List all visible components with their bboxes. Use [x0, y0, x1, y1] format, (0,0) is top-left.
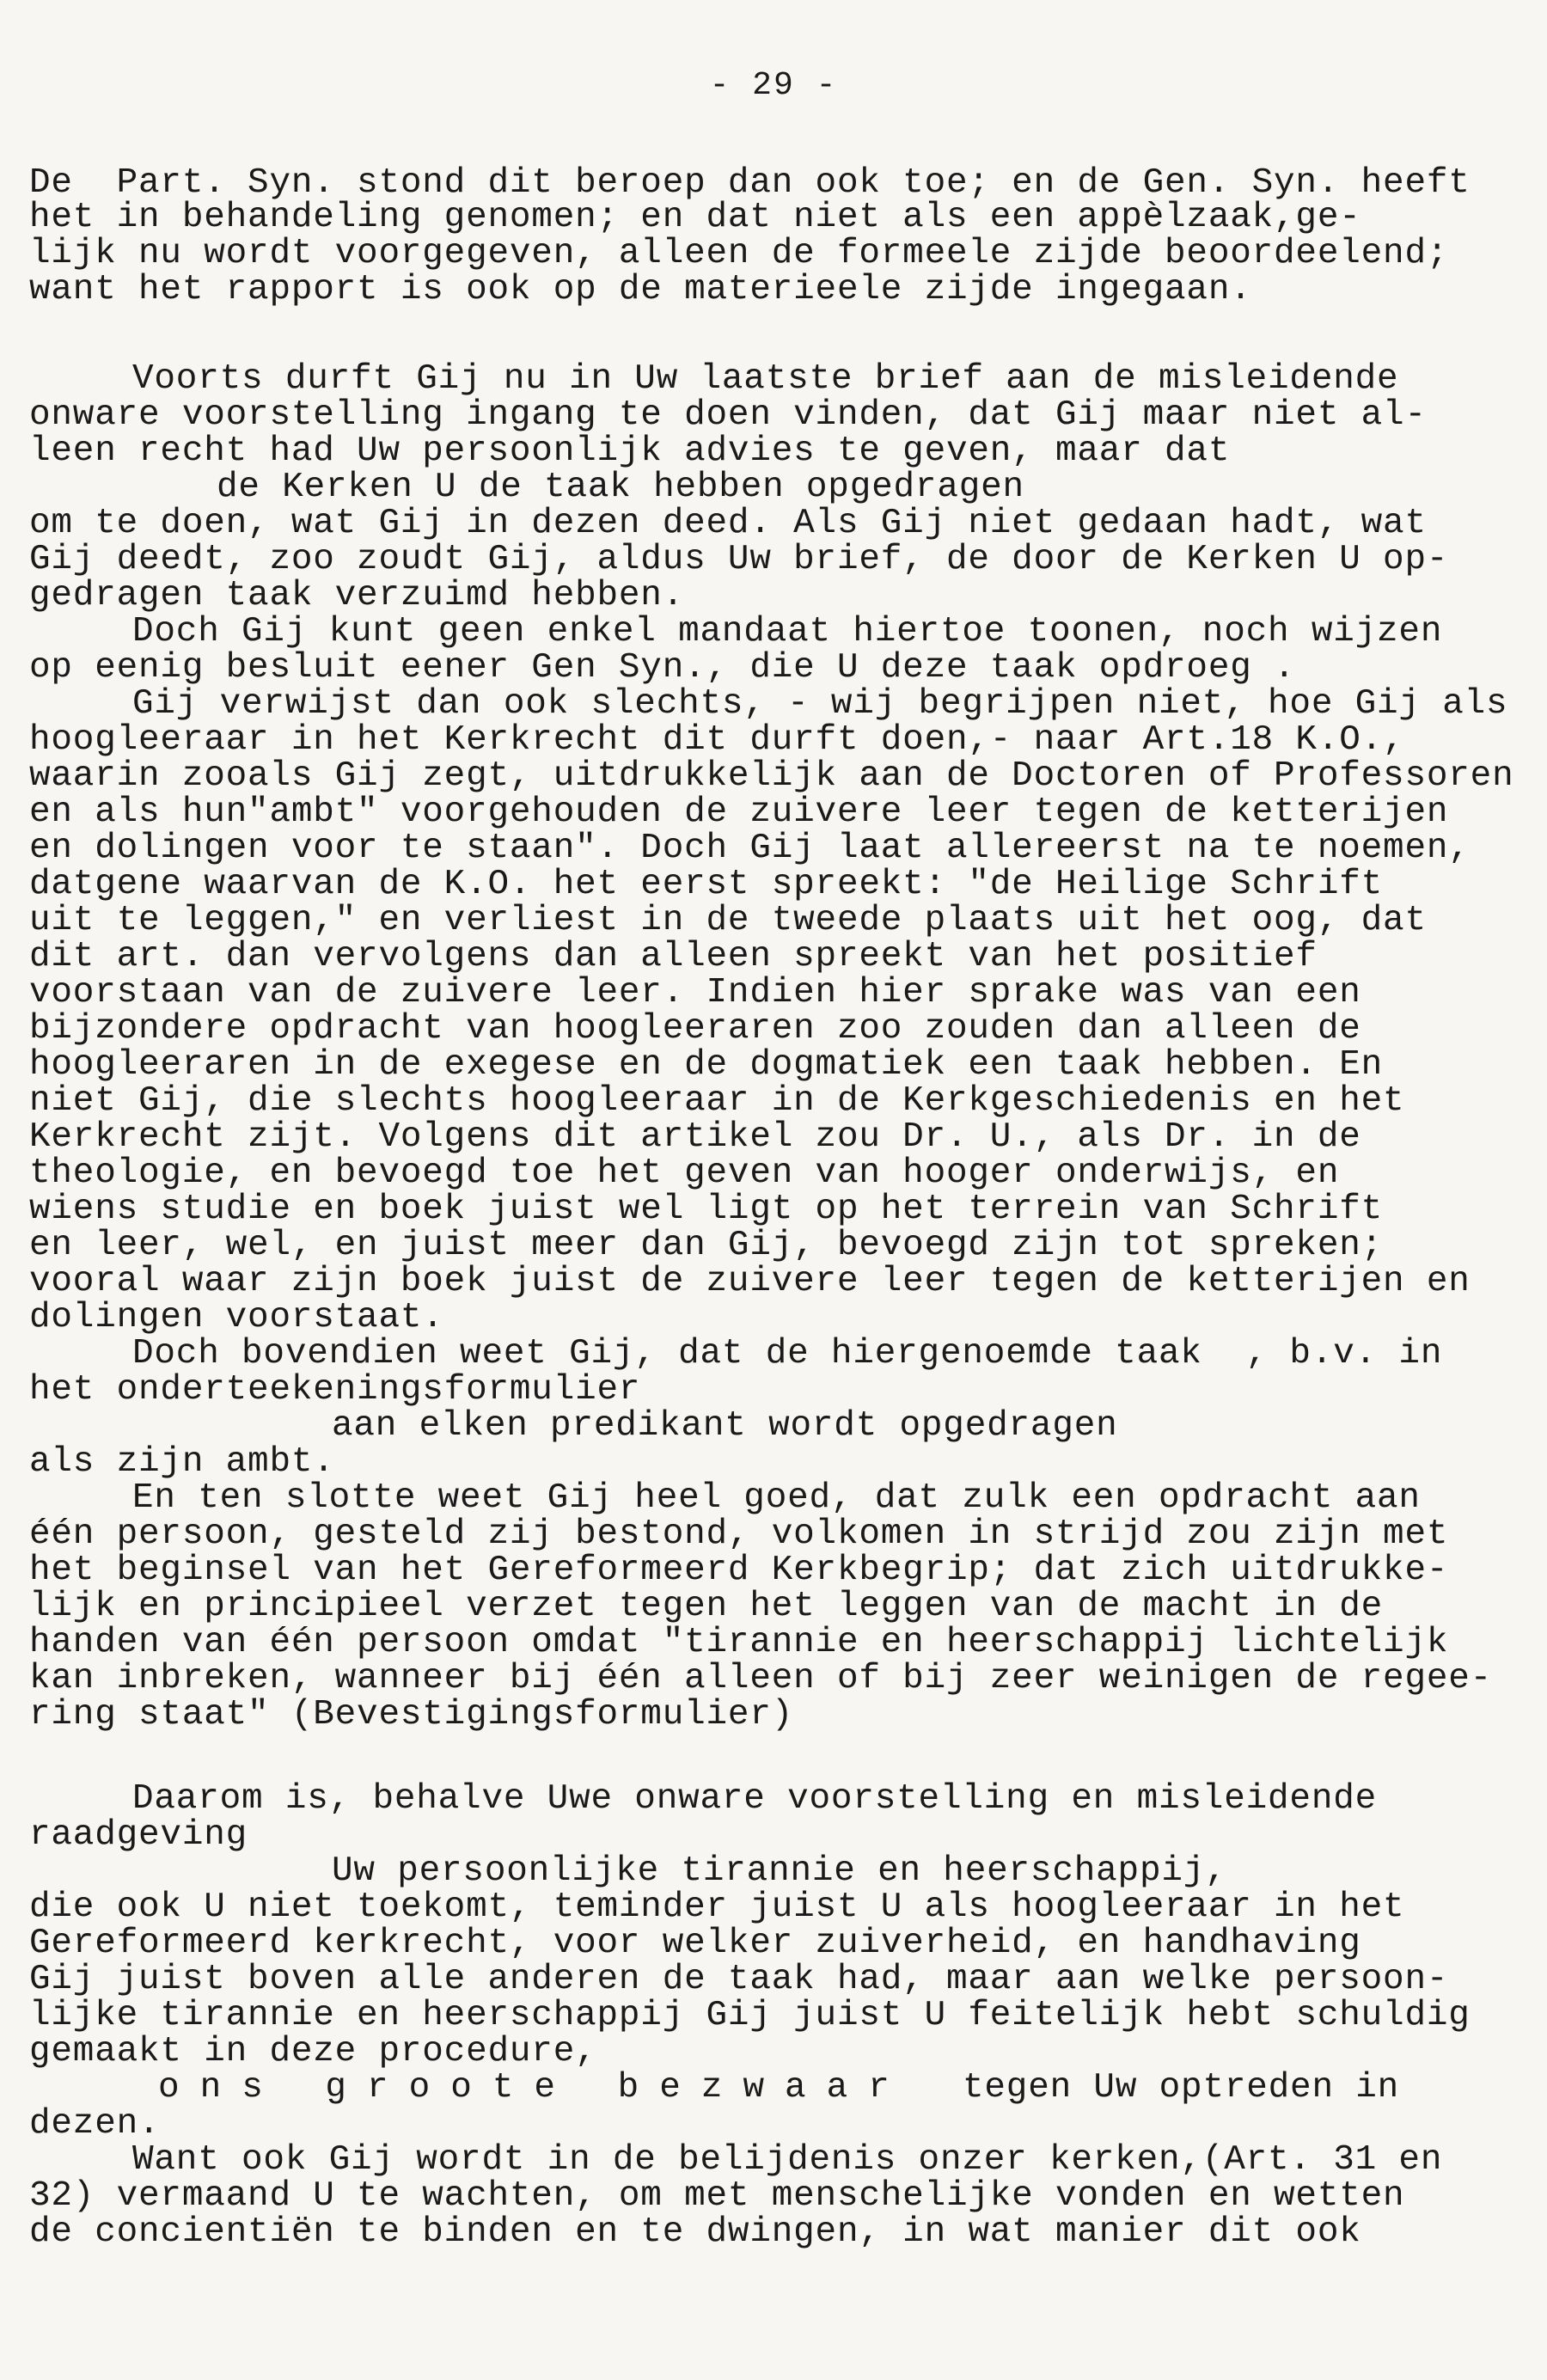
- text-line: hoogleeraren in de exegese en de dogmatiek een taak hebben. En: [29, 1045, 1384, 1085]
- text-line: De Part. Syn. stond dit beroep dan ook toe; en de Gen. Syn. heeft: [29, 163, 1471, 203]
- text-line: dit art. dan vervolgens dan alleen spreekt van het positief: [29, 937, 1318, 976]
- text-line: aan elken predikant wordt opgedragen: [332, 1406, 1118, 1446]
- text-line: en dolingen voor te staan". Doch Gij laat allereerst na te noemen,: [29, 829, 1471, 868]
- text-line: Gij juist boven alle anderen de taak had, maar aan welke persoon-: [29, 1960, 1449, 1999]
- text-line: dolingen voorstaat.: [29, 1298, 444, 1337]
- text-line: Gij deedt, zoo zoudt Gij, aldus Uw brief, de door de Kerken U op-: [29, 540, 1449, 579]
- text-line: lijke tirannie en heerschappij Gij juist U feitelijk hebt schuldig: [29, 1996, 1471, 2035]
- text-line: Daarom is, behalve Uwe onware voorstelling en misleidende: [132, 1779, 1378, 1819]
- text-line: het onderteekeningsformulier: [29, 1370, 641, 1410]
- text-line: op eenig besluit eener Gen Syn., die U deze taak opdroeg .: [29, 648, 1296, 688]
- text-line: Doch Gij kunt geen enkel mandaat hiertoe toonen, noch wijzen: [132, 612, 1443, 652]
- text-line: lijk en principieel verzet tegen het leggen van de macht in de: [29, 1587, 1384, 1626]
- text-line: tegen Uw optreden in: [963, 2068, 1400, 2108]
- text-line: raadgeving: [29, 1815, 248, 1855]
- text-line: uit te leggen," en verliest in de tweede plaats uit het oog, dat: [29, 901, 1427, 940]
- text-line: het beginsel van het Gereformeerd Kerkbegrip; dat zich uitdrukke-: [29, 1551, 1449, 1590]
- text-line: Kerkrecht zijt. Volgens dit artikel zou Dr. U., als Dr. in de: [29, 1117, 1361, 1157]
- text-line: als zijn ambt.: [29, 1442, 335, 1482]
- text-line: want het rapport is ook op de materieele zijde ingegaan.: [29, 270, 1252, 309]
- text-line: voorstaan van de zuivere leer. Indien hier sprake was van een: [29, 973, 1361, 1013]
- text-line: datgene waarvan de K.O. het eerst spreekt: "de Heilige Schrift: [29, 865, 1384, 904]
- text-line: lijk nu wordt voorgegeven, alleen de formeele zijde beoordeelend;: [29, 234, 1449, 273]
- text-line: handen van één persoon omdat "tirannie en heerschappij lichtelijk: [29, 1623, 1449, 1662]
- text-line: hoogleeraar in het Kerkrecht dit durft doen,- naar Art.18 K.O.,: [29, 720, 1405, 760]
- text-line: wiens studie en boek juist wel ligt op het terrein van Schrift: [29, 1190, 1384, 1229]
- text-line: het in behandeling genomen; en dat niet als een appèlzaak,ge-: [29, 198, 1361, 237]
- text-line: Voorts durft Gij nu in Uw laatste brief aan de misleidende: [132, 359, 1399, 399]
- text-line: de concientiën te binden en te dwingen, in wat manier dit ook: [29, 2212, 1361, 2252]
- text-line: leen recht had Uw persoonlijk advies te geven, maar dat: [29, 431, 1231, 471]
- text-line: Gereformeerd kerkrecht, voor welker zuiverheid, en handhaving: [29, 1924, 1361, 1963]
- text-line: en leer, wel, en juist meer dan Gij, bevoegd zijn tot spreken;: [29, 1226, 1384, 1265]
- page-number: - 29 -: [709, 67, 838, 104]
- text-line: En ten slotte weet Gij heel goed, dat zulk een opdracht aan: [132, 1478, 1421, 1518]
- text-line: kan inbreken, wanneer bij één alleen of bij zeer weinigen de regee-: [29, 1659, 1493, 1698]
- text-line: Want ook Gij wordt in de belijdenis onzer kerken,(Art. 31 en: [132, 2140, 1443, 2180]
- text-line: de Kerken U de taak hebben opgedragen: [217, 468, 1024, 507]
- text-line: vooral waar zijn boek juist de zuivere leer tegen de ketterijen en: [29, 1262, 1471, 1301]
- text-line: 32) vermaand U te wachten, om met menschelijke vonden en wetten: [29, 2176, 1405, 2216]
- text-line: onware voorstelling ingang te doen vinden, dat Gij maar niet al-: [29, 395, 1427, 435]
- text-line: en als hun"ambt" voorgehouden de zuivere leer tegen de ketterijen: [29, 792, 1449, 832]
- text-line: ring staat" (Bevestigingsformulier): [29, 1695, 794, 1735]
- text-line: Gij verwijst dan ook slechts, - wij begrijpen niet, hoe Gij als: [132, 684, 1508, 724]
- text-line: gedragen taak verzuimd hebben.: [29, 576, 685, 615]
- emphasis-spaced-phrase: ons groote bezwaar: [158, 2068, 910, 2108]
- text-line: gemaakt in deze procedure,: [29, 2032, 597, 2071]
- text-line: waarin zooals Gij zegt, uitdrukkelijk aan de Doctoren of Professoren: [29, 756, 1514, 796]
- text-line: dezen.: [29, 2104, 161, 2144]
- text-line: theologie, en bevoegd toe het geven van hooger onderwijs, en: [29, 1153, 1340, 1193]
- text-line: Doch bovendien weet Gij, dat de hiergenoemde taak , b.v. in: [132, 1334, 1443, 1374]
- text-line: die ook U niet toekomt, teminder juist U als hoogleeraar in het: [29, 1887, 1405, 1927]
- text-line: Uw persoonlijke tirannie en heerschappij,: [332, 1851, 1227, 1891]
- text-line: om te doen, wat Gij in dezen deed. Als Gij niet gedaan hadt, wat: [29, 504, 1427, 543]
- text-line: bijzondere opdracht van hoogleeraren zoo zouden dan alleen de: [29, 1009, 1361, 1049]
- text-line: één persoon, gesteld zij bestond, volkomen in strijd zou zijn met: [29, 1514, 1449, 1554]
- text-line: niet Gij, die slechts hoogleeraar in de Kerkgeschiedenis en het: [29, 1081, 1405, 1121]
